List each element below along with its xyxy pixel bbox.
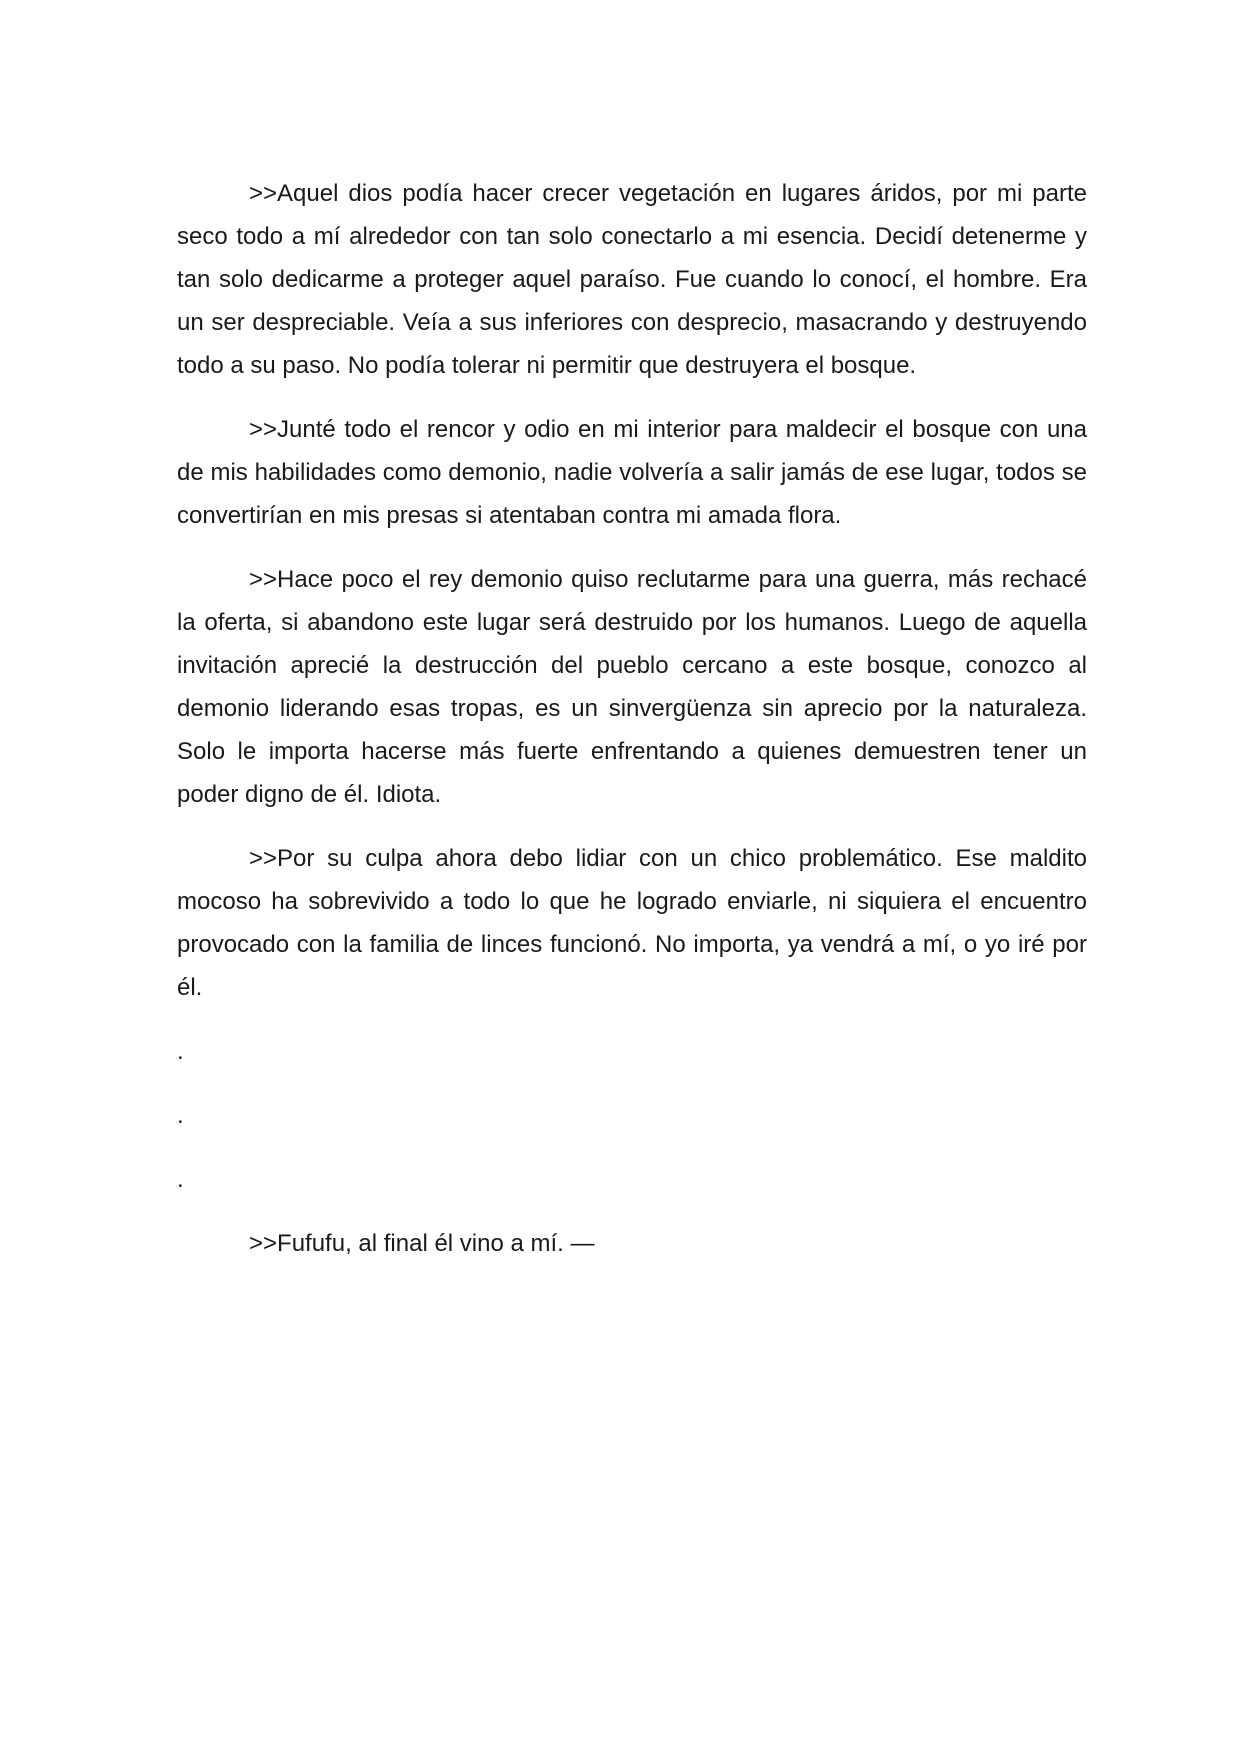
text-body <box>177 172 1087 1286</box>
final-line: >>Fufufu, al final él vino a mí. — <box>249 1230 595 1257</box>
paragraph-4: >>Por su culpa ahora debo lidiar con un chico problemático. Ese maldito mocoso ha sobrevivido a todo lo que he logrado enviarle, ni siquiera el encuentro provocado con la familia de linces funcionó. No importa, ya vendrá a mí, o yo iré por él. <box>177 845 1087 1001</box>
scene-break-dot-2: . <box>177 1102 184 1129</box>
scene-break-dot-1: . <box>177 1038 184 1065</box>
paragraph-2: >>Junté todo el rencor y odio en mi interior para maldecir el bosque con una de mis habilidades como demonio, nadie volvería a salir jamás de ese lugar, todos se convertirían en mis presas si atentaban contra mi amada flora. <box>177 416 1087 529</box>
paragraph-3: >>Hace poco el rey demonio quiso reclutarme para una guerra, más rechacé la oferta, si abandono este lugar será destruido por los humanos. Luego de aquella invitación aprecié la destrucción del pueblo cercano a este bosque, conozco al demonio liderando esas tropas, es un sinvergüenza sin aprecio por la naturaleza. Solo le importa hacerse más fuerte enfrentando a quienes demuestren tener un poder digno de él. Idiota. <box>177 566 1087 808</box>
scene-break-dot-3: . <box>177 1166 184 1193</box>
paragraph-1: >>Aquel dios podía hacer crecer vegetación en lugares áridos, por mi parte seco todo a mí alrededor con tan solo conectarlo a mi esencia. Decidí detenerme y tan solo dedicarme a proteger aquel paraíso. Fue cuando lo conocí, el hombre. Era un ser despreciable. Veía a sus inferiores con desprecio, masacrando y destruyendo todo a su paso. No podía tolerar ni permitir que destruyera el bosque. <box>177 180 1087 379</box>
